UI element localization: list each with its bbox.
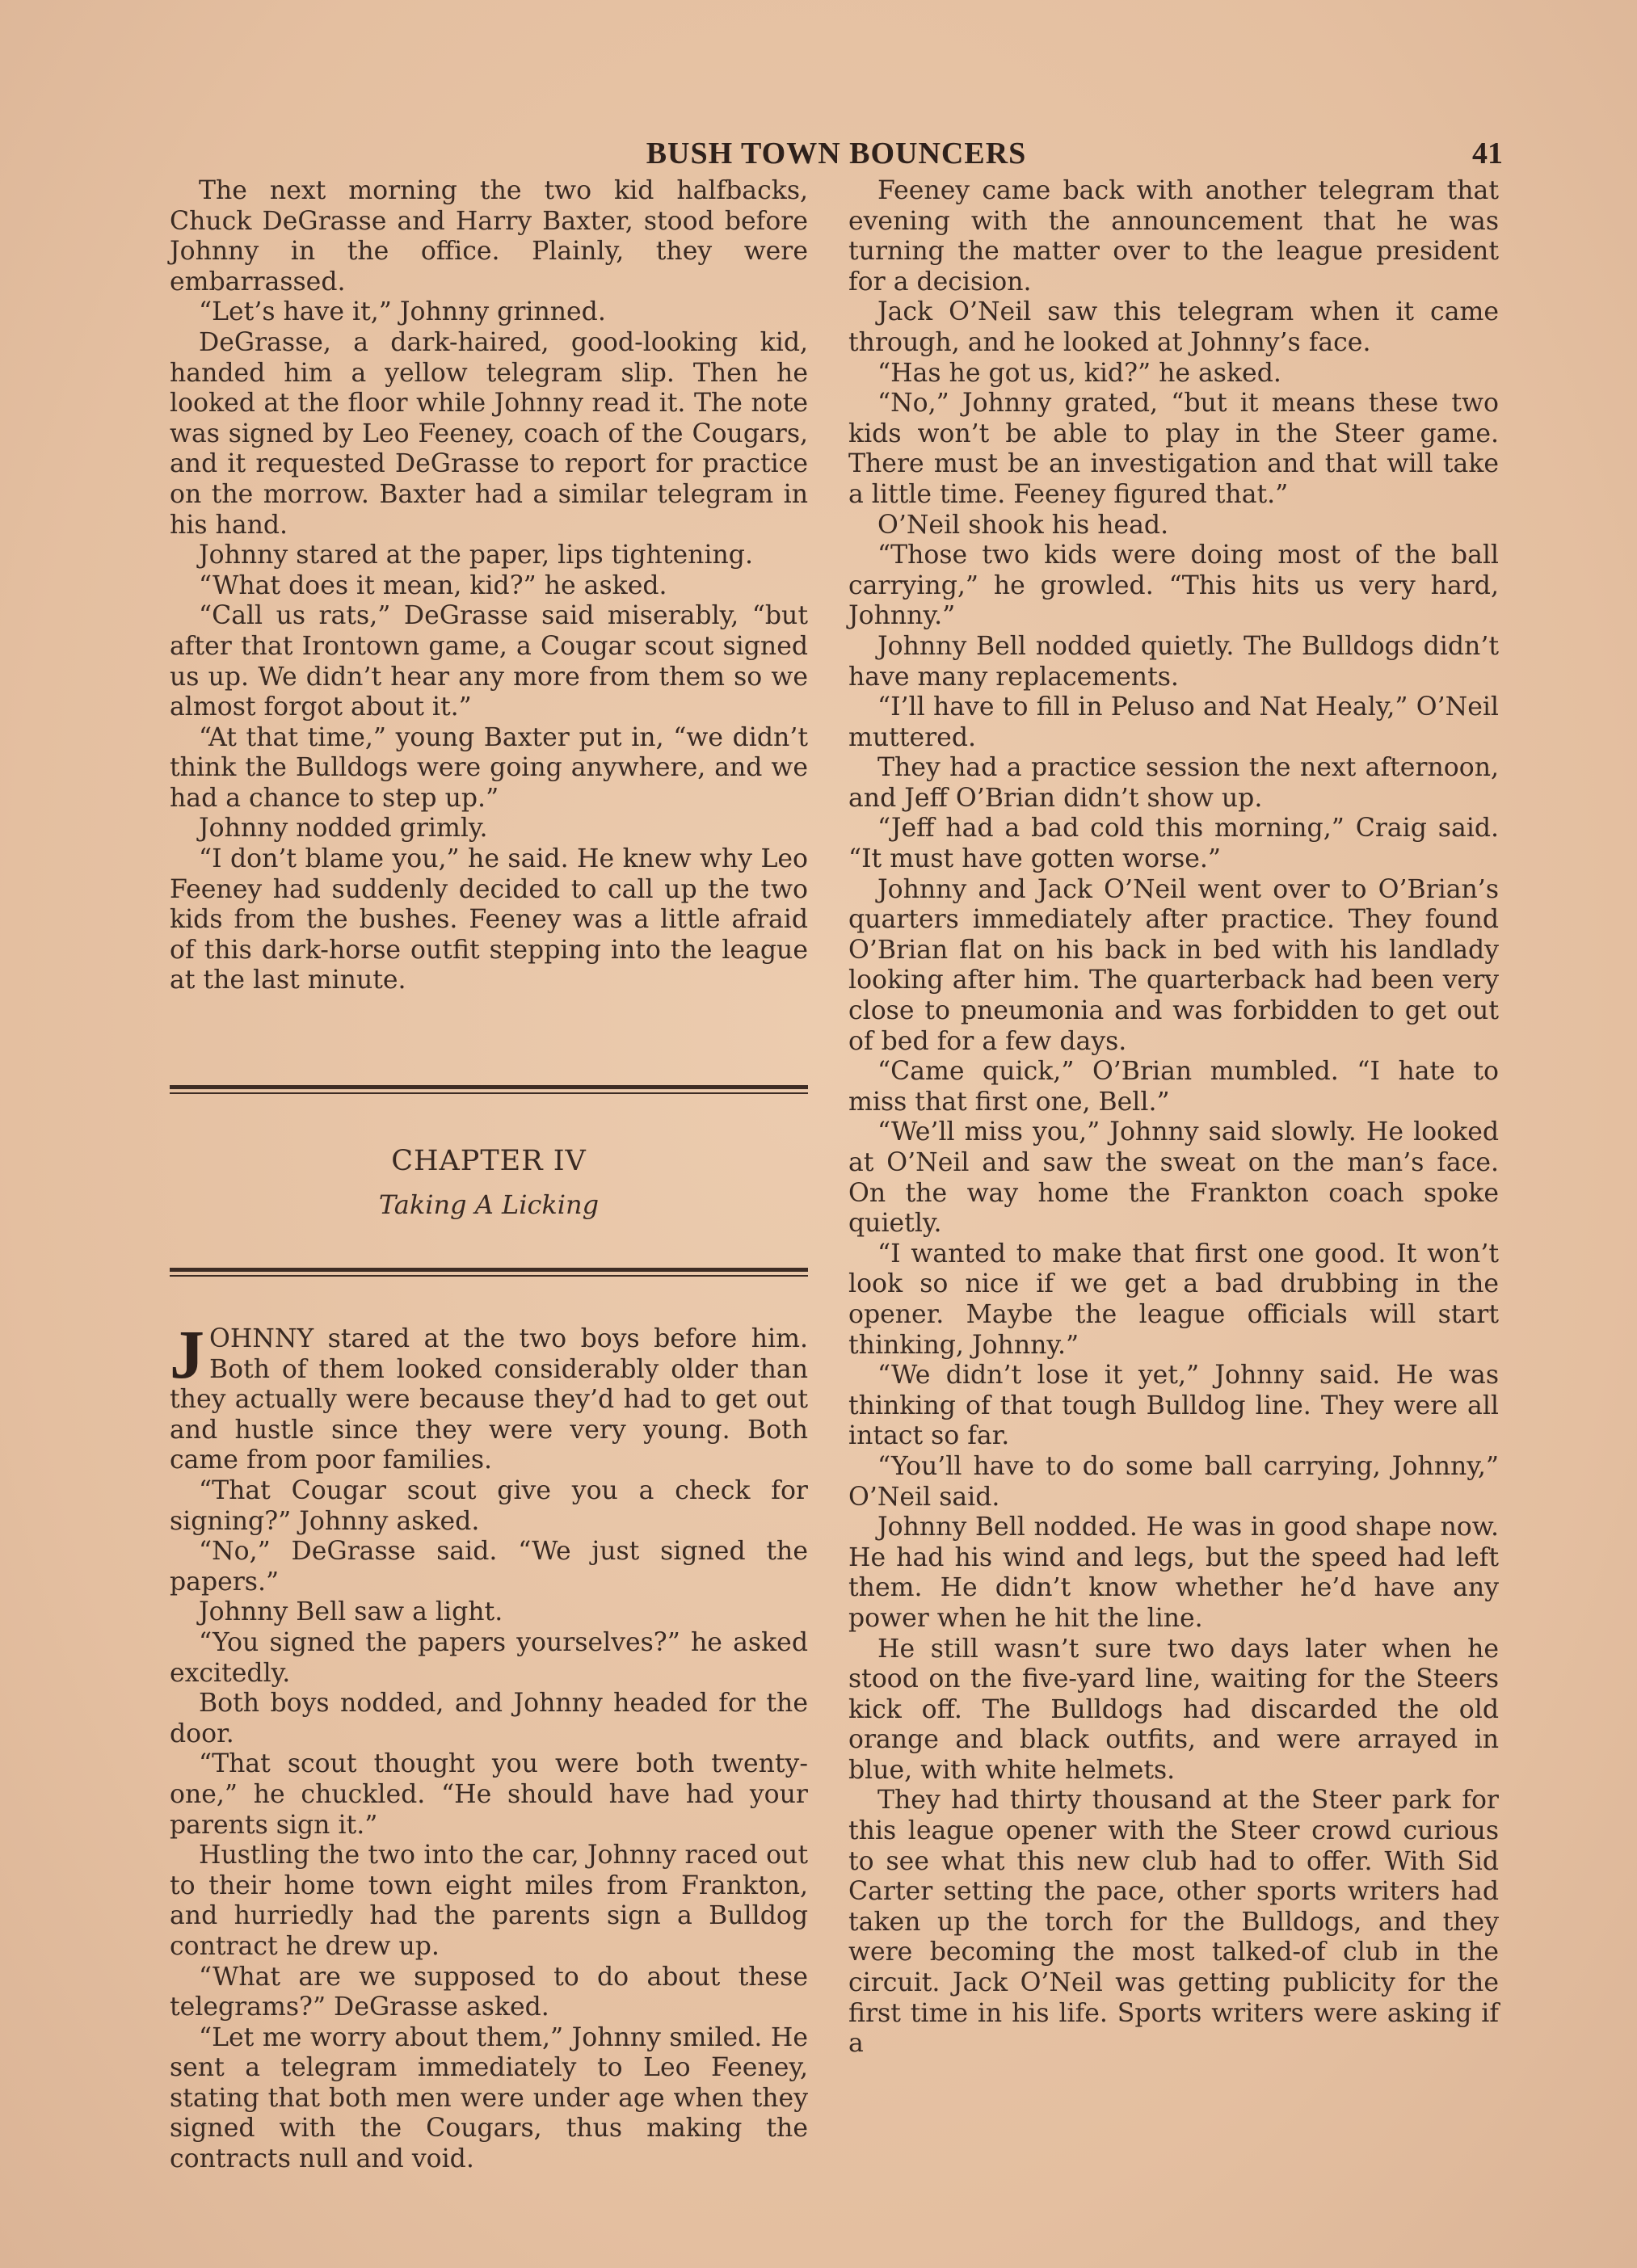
paragraph: He still wasn’t sure two days later when he stood on the five-yard line, waiting for the Steers kick off. The Bulldogs had discarded the old orange and black outfits, and were arrayed in blue, with white helmets. [848, 1634, 1499, 1785]
rule-thin [170, 1092, 808, 1094]
chapter-subtitle: Taking A Licking [378, 1189, 600, 1221]
paragraph: “I don’t blame you,” he said. He knew why Leo Feeney had suddenly decided to call up the two kids from the bushes. Feeney was a little afraid of this dark-horse outfit stepping into the league at the last minute. [170, 844, 808, 995]
paragraph: Both boys nodded, and Johnny headed for the door. [170, 1689, 808, 1748]
chapter-opening-paragraph [170, 1315, 808, 1476]
double-rule-bottom [170, 1256, 808, 1290]
paragraph: Johnny Bell nodded. He was in good shape now. He had his wind and legs, but the speed had left them. He didn’t know whether he’d have any power when he hit the line. [848, 1513, 1499, 1633]
paragraph: “Let’s have it,” Johnny grinned. [199, 297, 606, 327]
paragraph: Johnny stared at the paper, lips tightening. [199, 541, 753, 570]
paragraph: “At that time,” young Baxter put in, “we didn’t think the Bulldogs were going anywhere, and we had a chance to step up.” [170, 722, 808, 813]
paragraph: “No,” DeGrasse said. “We just signed the papers.” [170, 1537, 808, 1597]
left-column [170, 176, 808, 2174]
paragraph: “Call us rats,” DeGrasse said miserably, “but after that Irontown game, a Cougar scout signed us up. We didn’t hear any more from them so we almost forgot about it.” [170, 601, 808, 722]
paragraph: Johnny nodded grimly. [199, 814, 488, 844]
paragraph: “I wanted to make that first one good. It won’t look so nice if we get a bad drubbing in the opener. Maybe the league officials will start thinking, Johnny.” [848, 1239, 1499, 1360]
paragraph: “We didn’t lose it yet,” Johnny said. He was thinking of that tough Bulldog line. They were all intact so far. [848, 1361, 1499, 1451]
paragraph: They had thirty thousand at the Steer park for this league opener with the Steer crowd curious to see what this new club had to offer. With Sid Carter setting the pace, other sports writers had taken up the torch for the Bulldogs, and they were becoming the most talked-of club in the circuit. Jack O’Neil was getting publicity for the first time in his life. Sports writers were asking if a [848, 1786, 1499, 2059]
paragraph: “Has he got us, kid?” he asked. [877, 358, 1281, 388]
paragraph: “You signed the papers yourselves?” he asked excitedly. [170, 1627, 808, 1688]
right-column [848, 176, 1499, 2156]
rule-thin [170, 1275, 808, 1277]
paragraph: “Jeff had a bad cold this morning,” Craig said. “It must have gotten worse.” [848, 814, 1499, 874]
paragraph: “What are we supposed to do about these telegrams?” DeGrasse asked. [170, 1962, 808, 2022]
page-header [170, 136, 1503, 181]
paragraph: “That Cougar scout give you a check for signing?” Johnny asked. [170, 1476, 808, 1536]
paragraph: “We’ll miss you,” Johnny said slowly. He looked at O’Neil and saw the sweat on the man’s face. On the way home the Frankton coach spoke quietly. [848, 1117, 1499, 1239]
paragraph: “Came quick,” O’Brian mumbled. “I hate to miss that first one, Bell.” [848, 1057, 1499, 1117]
paragraph: O’Neil shook his head. [877, 510, 1169, 540]
section-spacer [170, 1222, 808, 1256]
paragraph: “No,” Johnny grated, “but it means these two kids won’t be able to play in the Steer game. There must be an investigation and that will take a little time. Feeney figured that.” [848, 389, 1499, 509]
paragraph: DeGrasse, a dark-haired, good-looking kid, handed him a yellow telegram slip. Then he looked at the floor while Johnny read it. The note was signed by Leo Feeney, coach of the Cougars, and it requested DeGrasse to report for practice on the morrow. Baxter had a similar telegram in his hand. [170, 327, 808, 540]
paragraph: Johnny Bell saw a light. [199, 1597, 503, 1627]
section-spacer [170, 996, 808, 1074]
paragraph: Johnny Bell nodded quietly. The Bulldogs didn’t have many replacements. [848, 631, 1499, 692]
paragraph: “I’ll have to fill in Peluso and Nat Healy,” O’Neil muttered. [848, 692, 1499, 752]
paragraph: “What does it mean, kid?” he asked. [199, 570, 667, 600]
paragraph: “Let me worry about them,” Johnny smiled. He sent a telegram immediately to Leo Feeney, stating that both men were under age when they signed with the Cougars, thus making the contracts null and void. [170, 2022, 808, 2174]
running-head: BUSH TOWN BOUNCERS [646, 137, 1027, 170]
paragraph: They had a practice session the next afternoon, and Jeff O’Brian didn’t show up. [848, 753, 1499, 813]
paragraph: “Those two kids were doing most of the ball carrying,” he growled. “This hits us very hard, Johnny.” [848, 541, 1499, 631]
paragraph: “That scout thought you were both twenty-one,” he chuckled. “He should have had your parents sign it.” [170, 1749, 808, 1840]
paragraph: The next morning the two kid halfbacks, Chuck DeGrasse and Harry Baxter, stood before Johnny in the office. Plainly, they were embarrassed. [170, 176, 808, 297]
page-number: 41 [1472, 137, 1503, 170]
paragraph: Johnny and Jack O’Neil went over to O’Brian’s quarters immediately after practice. They found O’Brian flat on his back in bed with his landlady looking after him. The quarterback had been very close to pneumonia and was forbidden to get out of bed for a few days. [848, 874, 1499, 1056]
paragraph: “You’ll have to do some ball carrying, Johnny,” O’Neil said. [848, 1451, 1499, 1512]
rule-thick [170, 1268, 808, 1272]
drop-cap: J [170, 1315, 204, 1394]
double-rule-top [170, 1074, 808, 1108]
paragraph: Hustling the two into the car, Johnny raced out to their home town eight miles from Frankton, and hurriedly had the parents sign a Bulldog contract he drew up. [170, 1841, 808, 1961]
rule-thick [170, 1085, 808, 1089]
drop-cap-word-rest: OHNNY [209, 1324, 314, 1354]
paragraph: Jack O’Neil saw this telegram when it came through, and he looked at Johnny’s face. [848, 297, 1499, 357]
section-spacer [170, 1290, 808, 1324]
opening-paragraph-text: stared at the two boys before him. Both of them looked considerably older than they actually were because they’d had to get out and hustle since they were very young. Both came from poor families. [170, 1324, 808, 1475]
paragraph: Feeney came back with another telegram that evening with the announcement that he was turning the matter over to the league president for a decision. [848, 176, 1499, 297]
chapter-title: CHAPTER IV [391, 1145, 587, 1178]
